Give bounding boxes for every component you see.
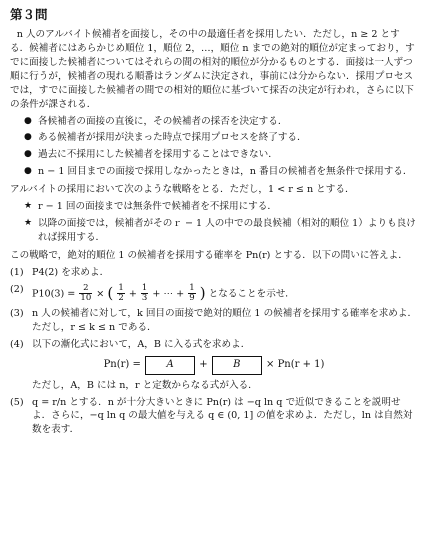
star-icon: ★ bbox=[24, 201, 33, 212]
question-4-note: ただし，A，B には n，r と定数からなる式が入る． bbox=[32, 379, 258, 391]
denominator: 3 bbox=[141, 293, 148, 303]
numerator: 1 bbox=[141, 283, 148, 294]
formula-lhs: P10(3) = bbox=[32, 288, 76, 299]
strategy-item bbox=[24, 217, 418, 245]
strategy-intro: アルバイトの採用において次のような戦略をとる．ただし，1 < r ≤ n とする． bbox=[10, 184, 355, 196]
question-text: となることを示せ． bbox=[208, 288, 295, 299]
question-number: (2) bbox=[10, 283, 24, 295]
fraction-1 bbox=[117, 284, 124, 303]
conditions-list bbox=[10, 115, 418, 180]
probability-intro: この戦略で，絶対的順位 1 の候補者を採用する確率を Pn(r) とする．以下の問いに答えよ． bbox=[10, 249, 408, 261]
answer-box-a: A bbox=[145, 356, 195, 375]
fraction-2 bbox=[141, 284, 148, 303]
strategy-list bbox=[10, 200, 418, 245]
star-icon: ★ bbox=[24, 218, 33, 228]
denominator: 9 bbox=[189, 293, 195, 303]
condition-item bbox=[24, 148, 418, 162]
right-paren: ) bbox=[199, 283, 206, 302]
plus-sign: + bbox=[199, 359, 208, 371]
denominator: 10 bbox=[80, 293, 92, 303]
question-text: n 人の候補者に対して，k 回目の面接で絶対的順位 1 の候補者を採用する確率を求めよ．ただし，r ≤ k ≤ n である． bbox=[32, 308, 418, 334]
intro-paragraph: n 人のアルバイト候補者を面接し，その中の最適任者を採用したい．ただし，n ≥ 2 とする．候補者にはあらかじめ順位 1，順位 2，…，順位 n までの絶対的順位が定まっており，すでに面接した候補者についてはそれらの間の相対的順位が分かるものとする．面接は一人ずつ順に行うが，候補者の現れる順番はランダムに決定され，事前には分からない．採用プロセスでは，すでに面接した候補者の間での相対的順位に基づいて採否の決定が行われ，さらに以下の条件が課される． bbox=[10, 29, 415, 110]
question-text: P4(2) を求めよ． bbox=[32, 266, 110, 278]
question-number: (3) bbox=[10, 308, 24, 320]
condition-text: 過去に不採用にした候補者を採用することはできない． bbox=[38, 149, 278, 161]
question-3 bbox=[10, 307, 418, 335]
numerator: 2 bbox=[79, 284, 92, 294]
ellipsis-sum: + ⋯ + bbox=[152, 288, 185, 299]
bullet-icon: ● bbox=[24, 132, 32, 143]
strategy-text: 以降の面接では，候補者がそのｒ − 1 人の中での最良候補（相対的順位 1）よりも良ければ採用する． bbox=[38, 218, 416, 243]
problem-title: 第３問 bbox=[10, 7, 48, 22]
question-5 bbox=[10, 396, 418, 438]
recurrence-equation bbox=[10, 356, 418, 375]
question-1 bbox=[10, 266, 418, 280]
numerator: 1 bbox=[118, 283, 124, 294]
strategy-item bbox=[24, 200, 418, 214]
plus-sign: + bbox=[128, 288, 137, 299]
bullet-icon: ● bbox=[24, 115, 32, 126]
fraction-coef bbox=[79, 284, 92, 303]
condition-text: n − 1 回目までの面接で採用しなかったときは，n 番目の候補者を無条件で採用する． bbox=[38, 166, 413, 178]
times-sign: × bbox=[96, 288, 105, 299]
strategy-text: r − 1 回の面接までは無条件で候補者を不採用にする． bbox=[38, 201, 277, 213]
question-2 bbox=[10, 283, 418, 305]
condition-item bbox=[24, 165, 418, 179]
condition-text: ある候補者が採用が決まった時点で採用プロセスを終了する． bbox=[38, 132, 307, 144]
bullet-icon: ● bbox=[24, 149, 32, 160]
left-paren: ( bbox=[107, 283, 114, 302]
denominator: 2 bbox=[118, 293, 124, 303]
condition-text: 各候補者の面接の直後に，その候補者の採否を決定する． bbox=[38, 115, 288, 127]
question-number: (4) bbox=[10, 339, 24, 351]
bullet-icon: ● bbox=[24, 166, 32, 177]
condition-item bbox=[24, 131, 418, 145]
question-text: 以下の漸化式において，A，B に入る式を求めよ． bbox=[32, 339, 251, 351]
fraction-3 bbox=[188, 284, 195, 303]
question-number: (1) bbox=[10, 266, 24, 278]
equation-lhs: Pn(r) = bbox=[103, 359, 141, 371]
question-text: q = r/n とする．n が十分大きいときに Pn(r) は −q ln q で近似できることを説明せよ．さらに，−q ln q の最大値を与える q ∈ (0, 1] の値を求めよ．ただし，ln は自然対数を表す． bbox=[32, 396, 413, 436]
numerator: 1 bbox=[189, 283, 195, 294]
condition-item bbox=[24, 115, 418, 129]
question-4 bbox=[10, 338, 418, 352]
equation-tail: × Pn(r + 1) bbox=[266, 359, 325, 371]
question-number: (5) bbox=[10, 396, 24, 408]
answer-box-b: B bbox=[212, 356, 262, 375]
